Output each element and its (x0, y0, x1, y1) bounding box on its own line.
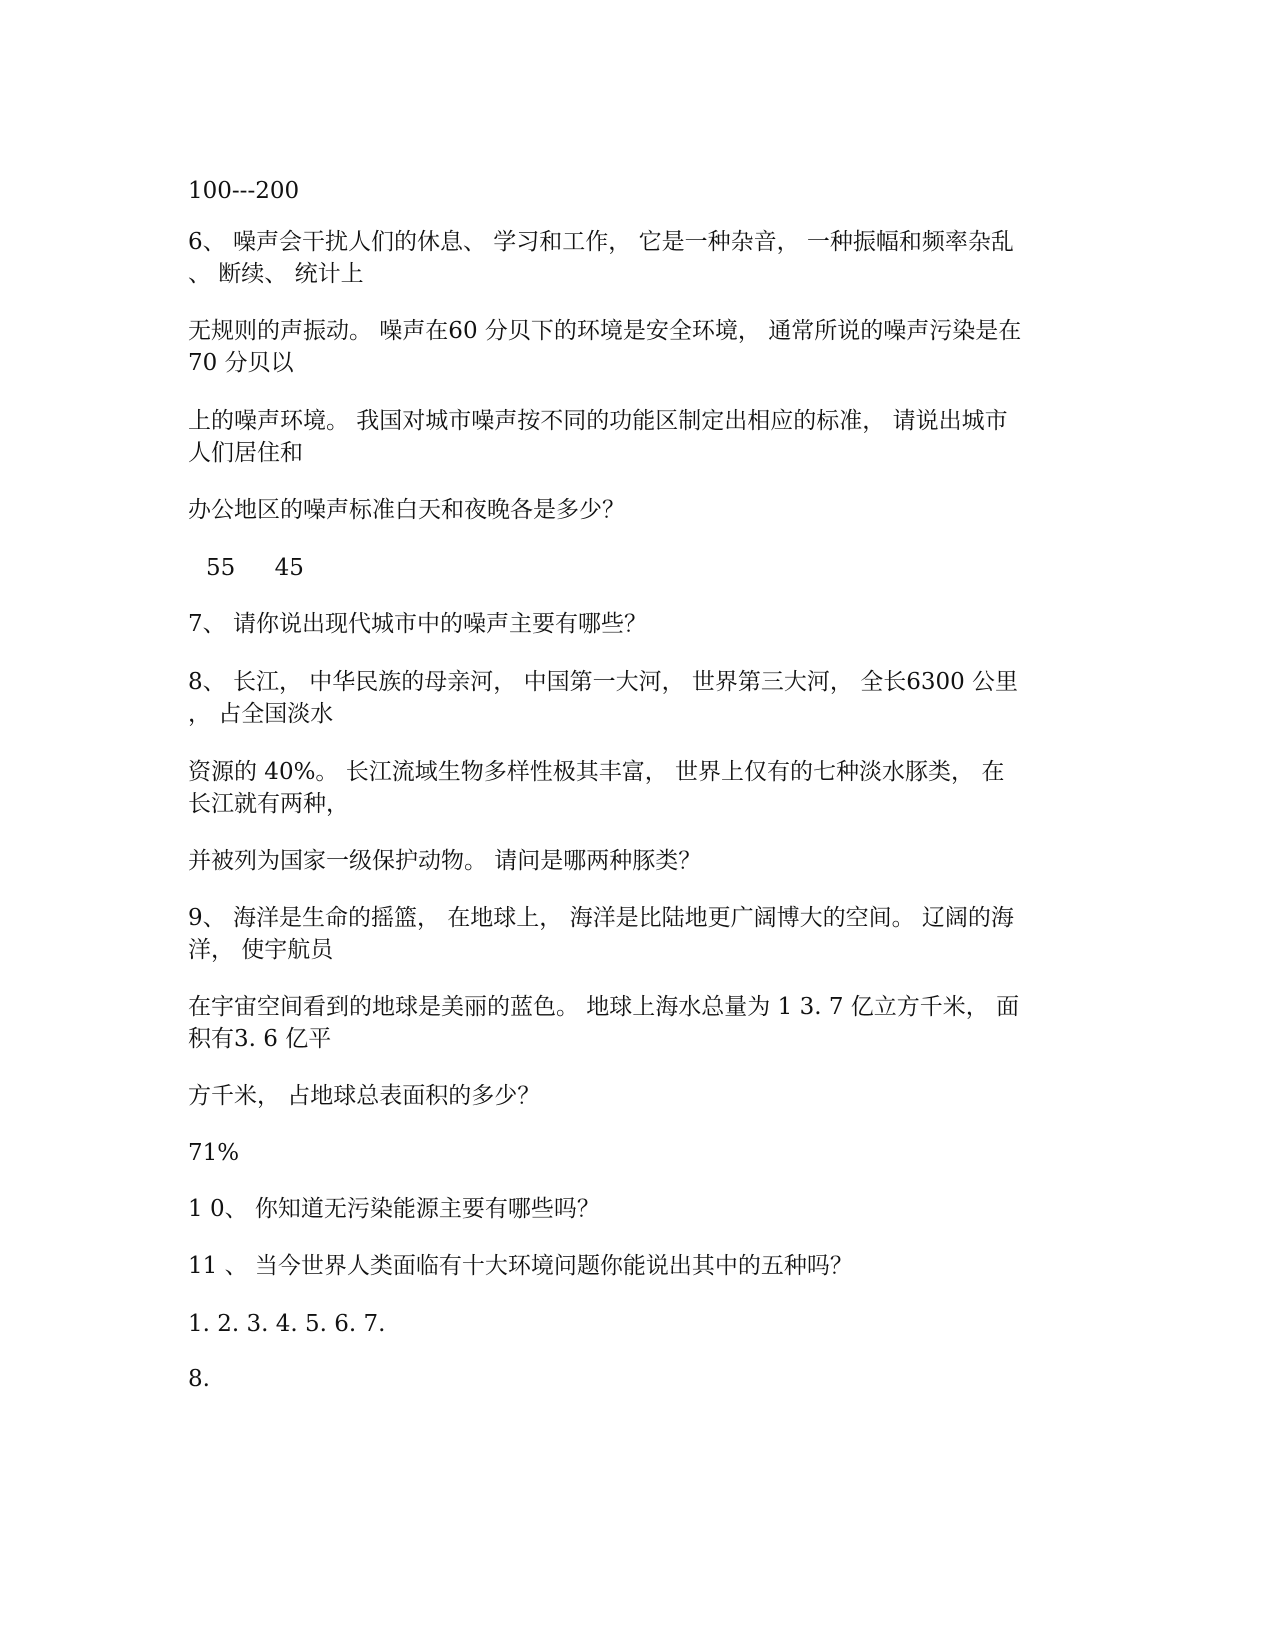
question-10: 1 0、 你知道无污染能源主要有哪些吗？ (188, 1196, 600, 1222)
question-6-line-5: 上的噪声环境。 我国对城市噪声按不同的功能区制定出相应的标准， 请说出城市 (188, 408, 1008, 434)
answer-6: 55 45 (206, 555, 304, 581)
question-8-line-3: 资源的 40%。 长江流域生物多样性极其丰富， 世界上仅有的七种淡水豚类， 在 (188, 759, 1005, 785)
numbered-list: 1. 2. 3. 4. 5. 6. 7. (188, 1311, 386, 1337)
answer-range: 100---200 (188, 178, 300, 204)
question-6-line-3: 无规则的声振动。 噪声在60 分贝下的环境是安全环境， 通常所说的噪声污染是在 (188, 318, 1022, 344)
answer-9: 71% (188, 1140, 240, 1166)
question-8-line-5: 并被列为国家一级保护动物。 请问是哪两种豚类？ (188, 848, 702, 874)
question-6-line-1: 6、 噪声会干扰人们的休息、 学习和工作， 它是一种杂音， 一种振幅和频率杂乱 (188, 229, 1014, 255)
question-9-line-3: 在宇宙空间看到的地球是美丽的蓝色。 地球上海水总量为 1 3. 7 亿立方千米， 面 (188, 994, 1020, 1020)
question-6-line-2: 、 断续、 统计上 (188, 261, 364, 287)
question-11: 11 、 当今世界人类面临有十大环境问题你能说出其中的五种吗？ (188, 1253, 853, 1279)
question-6-line-4: 70 分贝以 (188, 350, 294, 376)
question-6-line-7: 办公地区的噪声标准白天和夜晚各是多少？ (188, 497, 625, 523)
question-7: 7、 请你说出现代城市中的噪声主要有哪些？ (188, 611, 647, 637)
question-8-line-1: 8、 长江， 中华民族的母亲河， 中国第一大河， 世界第三大河， 全长6300 公里 (188, 669, 1019, 695)
question-9-line-4: 积有3. 6 亿平 (188, 1026, 332, 1052)
numbered-list-item-8: 8. (188, 1366, 210, 1392)
question-9-line-1: 9、 海洋是生命的摇篮， 在地球上， 海洋是比陆地更广阔博大的空间。 辽阔的海 (188, 905, 1014, 931)
question-9-line-2: 洋， 使宇航员 (188, 937, 334, 963)
question-9-line-5: 方千米， 占地球总表面积的多少？ (188, 1083, 541, 1109)
question-8-line-2: ， 占全国淡水 (188, 701, 334, 727)
question-6-line-6: 人们居住和 (188, 440, 303, 466)
question-8-line-4: 长江就有两种， (188, 791, 349, 817)
